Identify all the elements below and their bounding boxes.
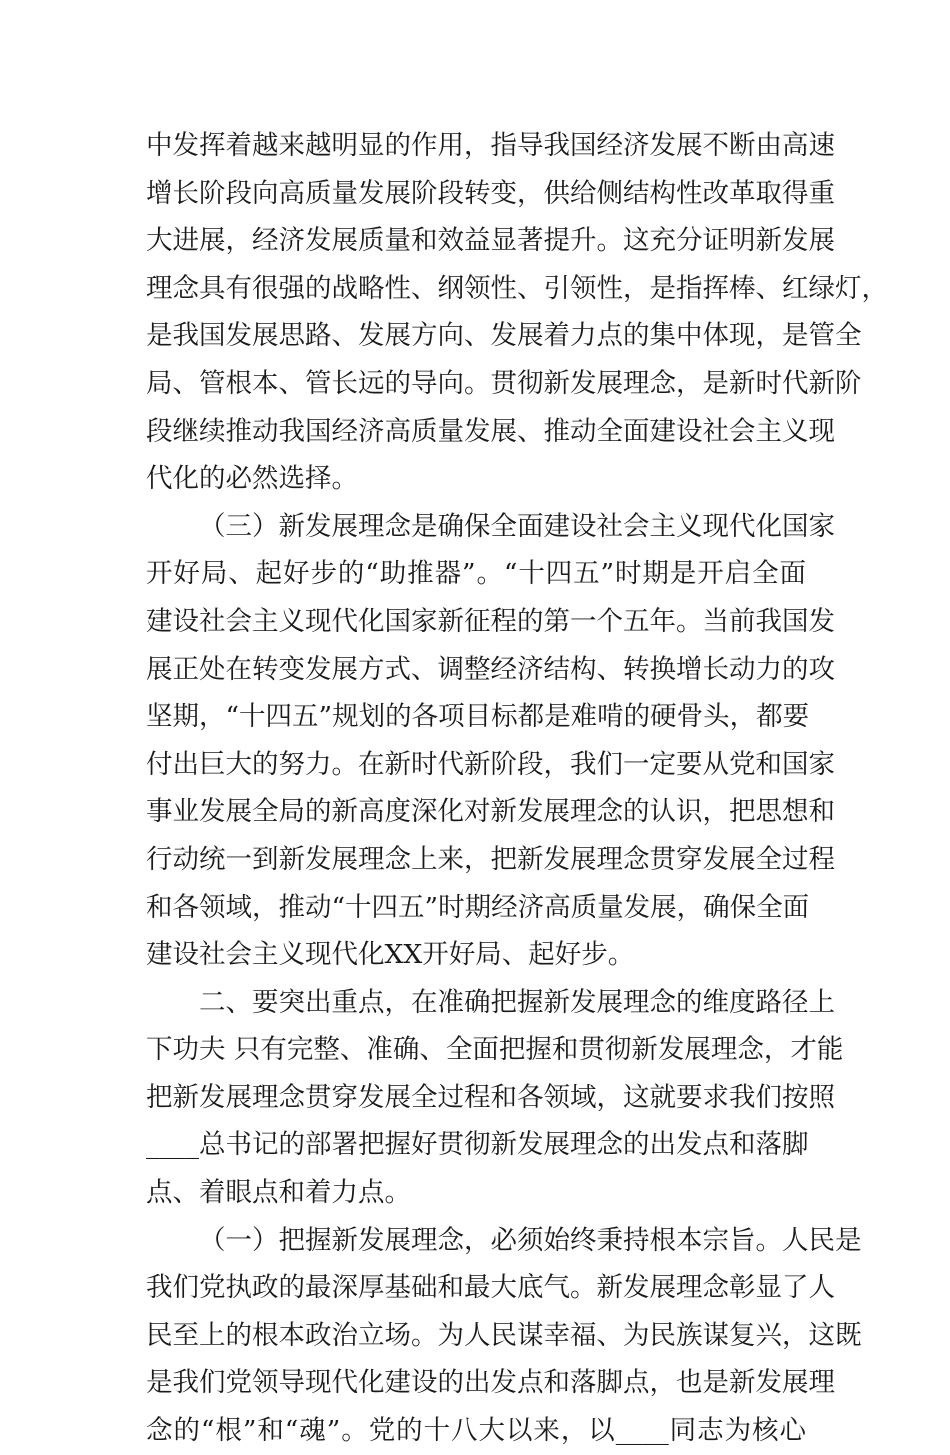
text-line: 理念具有很强的战略性、纲领性、引领性，是指挥棒、红绿灯，: [146, 272, 888, 304]
text-line: 和各领域，推动“十四五”时期经济高质量发展，确保全面: [146, 891, 810, 923]
text-line: 建设社会主义现代化国家新征程的第一个五年。当前我国发: [146, 605, 835, 637]
text-line: 行动统一到新发展理念上来，把新发展理念贯穿发展全过程: [146, 843, 835, 875]
text-line: 中发挥着越来越明显的作用，指导我国经济发展不断由高速: [146, 130, 835, 161]
text-line: 段继续推动我国经济高质量发展、推动全面建设社会主义现: [146, 415, 835, 447]
text-line: 下功夫 只有完整、准确、全面把握和贯彻新发展理念，才能: [146, 1034, 844, 1066]
text-line: 点、着眼点和着力点。: [146, 1177, 411, 1209]
text-line: 大进展，经济发展质量和效益显著提升。这充分证明新发展: [146, 225, 835, 257]
text-line: 是我国发展思路、发展方向、发展着力点的集中体现，是管全: [146, 320, 862, 352]
document-body: [146, 122, 888, 1455]
text-line: ____总书记的部署把握好贯彻新发展理念的出发点和落脚: [146, 1129, 809, 1161]
text-line: 我们党执政的最深厚基础和最大底气。新发展理念彰显了人: [146, 1272, 835, 1304]
text-line: 付出巨大的努力。在新时代新阶段，我们一定要从党和国家: [146, 748, 835, 780]
paragraph-first-line: 二、要突出重点，在准确把握新发展理念的维度路径上: [199, 986, 835, 1018]
paragraph-first-line: （三）新发展理念是确保全面建设社会主义现代化国家: [199, 510, 835, 542]
text-line: 展正处在转变发展方式、调整经济结构、转换增长动力的攻: [146, 653, 835, 685]
text-line: 事业发展全局的新高度深化对新发展理念的认识，把思想和: [146, 796, 835, 828]
text-line: 开好局、起好步的“助推器”。“十四五”时期是开启全面: [146, 558, 806, 590]
text-line: 念的“根”和“魂”。党的十八大以来，以____同志为核心: [146, 1415, 806, 1447]
text-line: 民至上的根本政治立场。为人民谋幸福、为民族谋复兴，这既: [146, 1319, 862, 1351]
paragraph-first-line: （一）把握新发展理念，必须始终秉持根本宗旨。人民是: [199, 1224, 862, 1256]
text-line: 是我们党领导现代化建设的出发点和落脚点，也是新发展理: [146, 1367, 835, 1399]
text-line: 把新发展理念贯穿发展全过程和各领域，这就要求我们按照: [146, 1081, 835, 1113]
text-line: 建设社会主义现代化XX开好局、起好步。: [146, 939, 635, 971]
text-line: 局、管根本、管长远的导向。贯彻新发展理念，是新时代新阶: [146, 367, 862, 399]
text-line: 坚期，“十四五”规划的各项目标都是难啃的硬骨头，都要: [146, 701, 810, 733]
text-line: 代化的必然选择。: [146, 463, 358, 495]
text-line: 增长阶段向高质量发展阶段转变，供给侧结构性改革取得重: [146, 177, 835, 209]
